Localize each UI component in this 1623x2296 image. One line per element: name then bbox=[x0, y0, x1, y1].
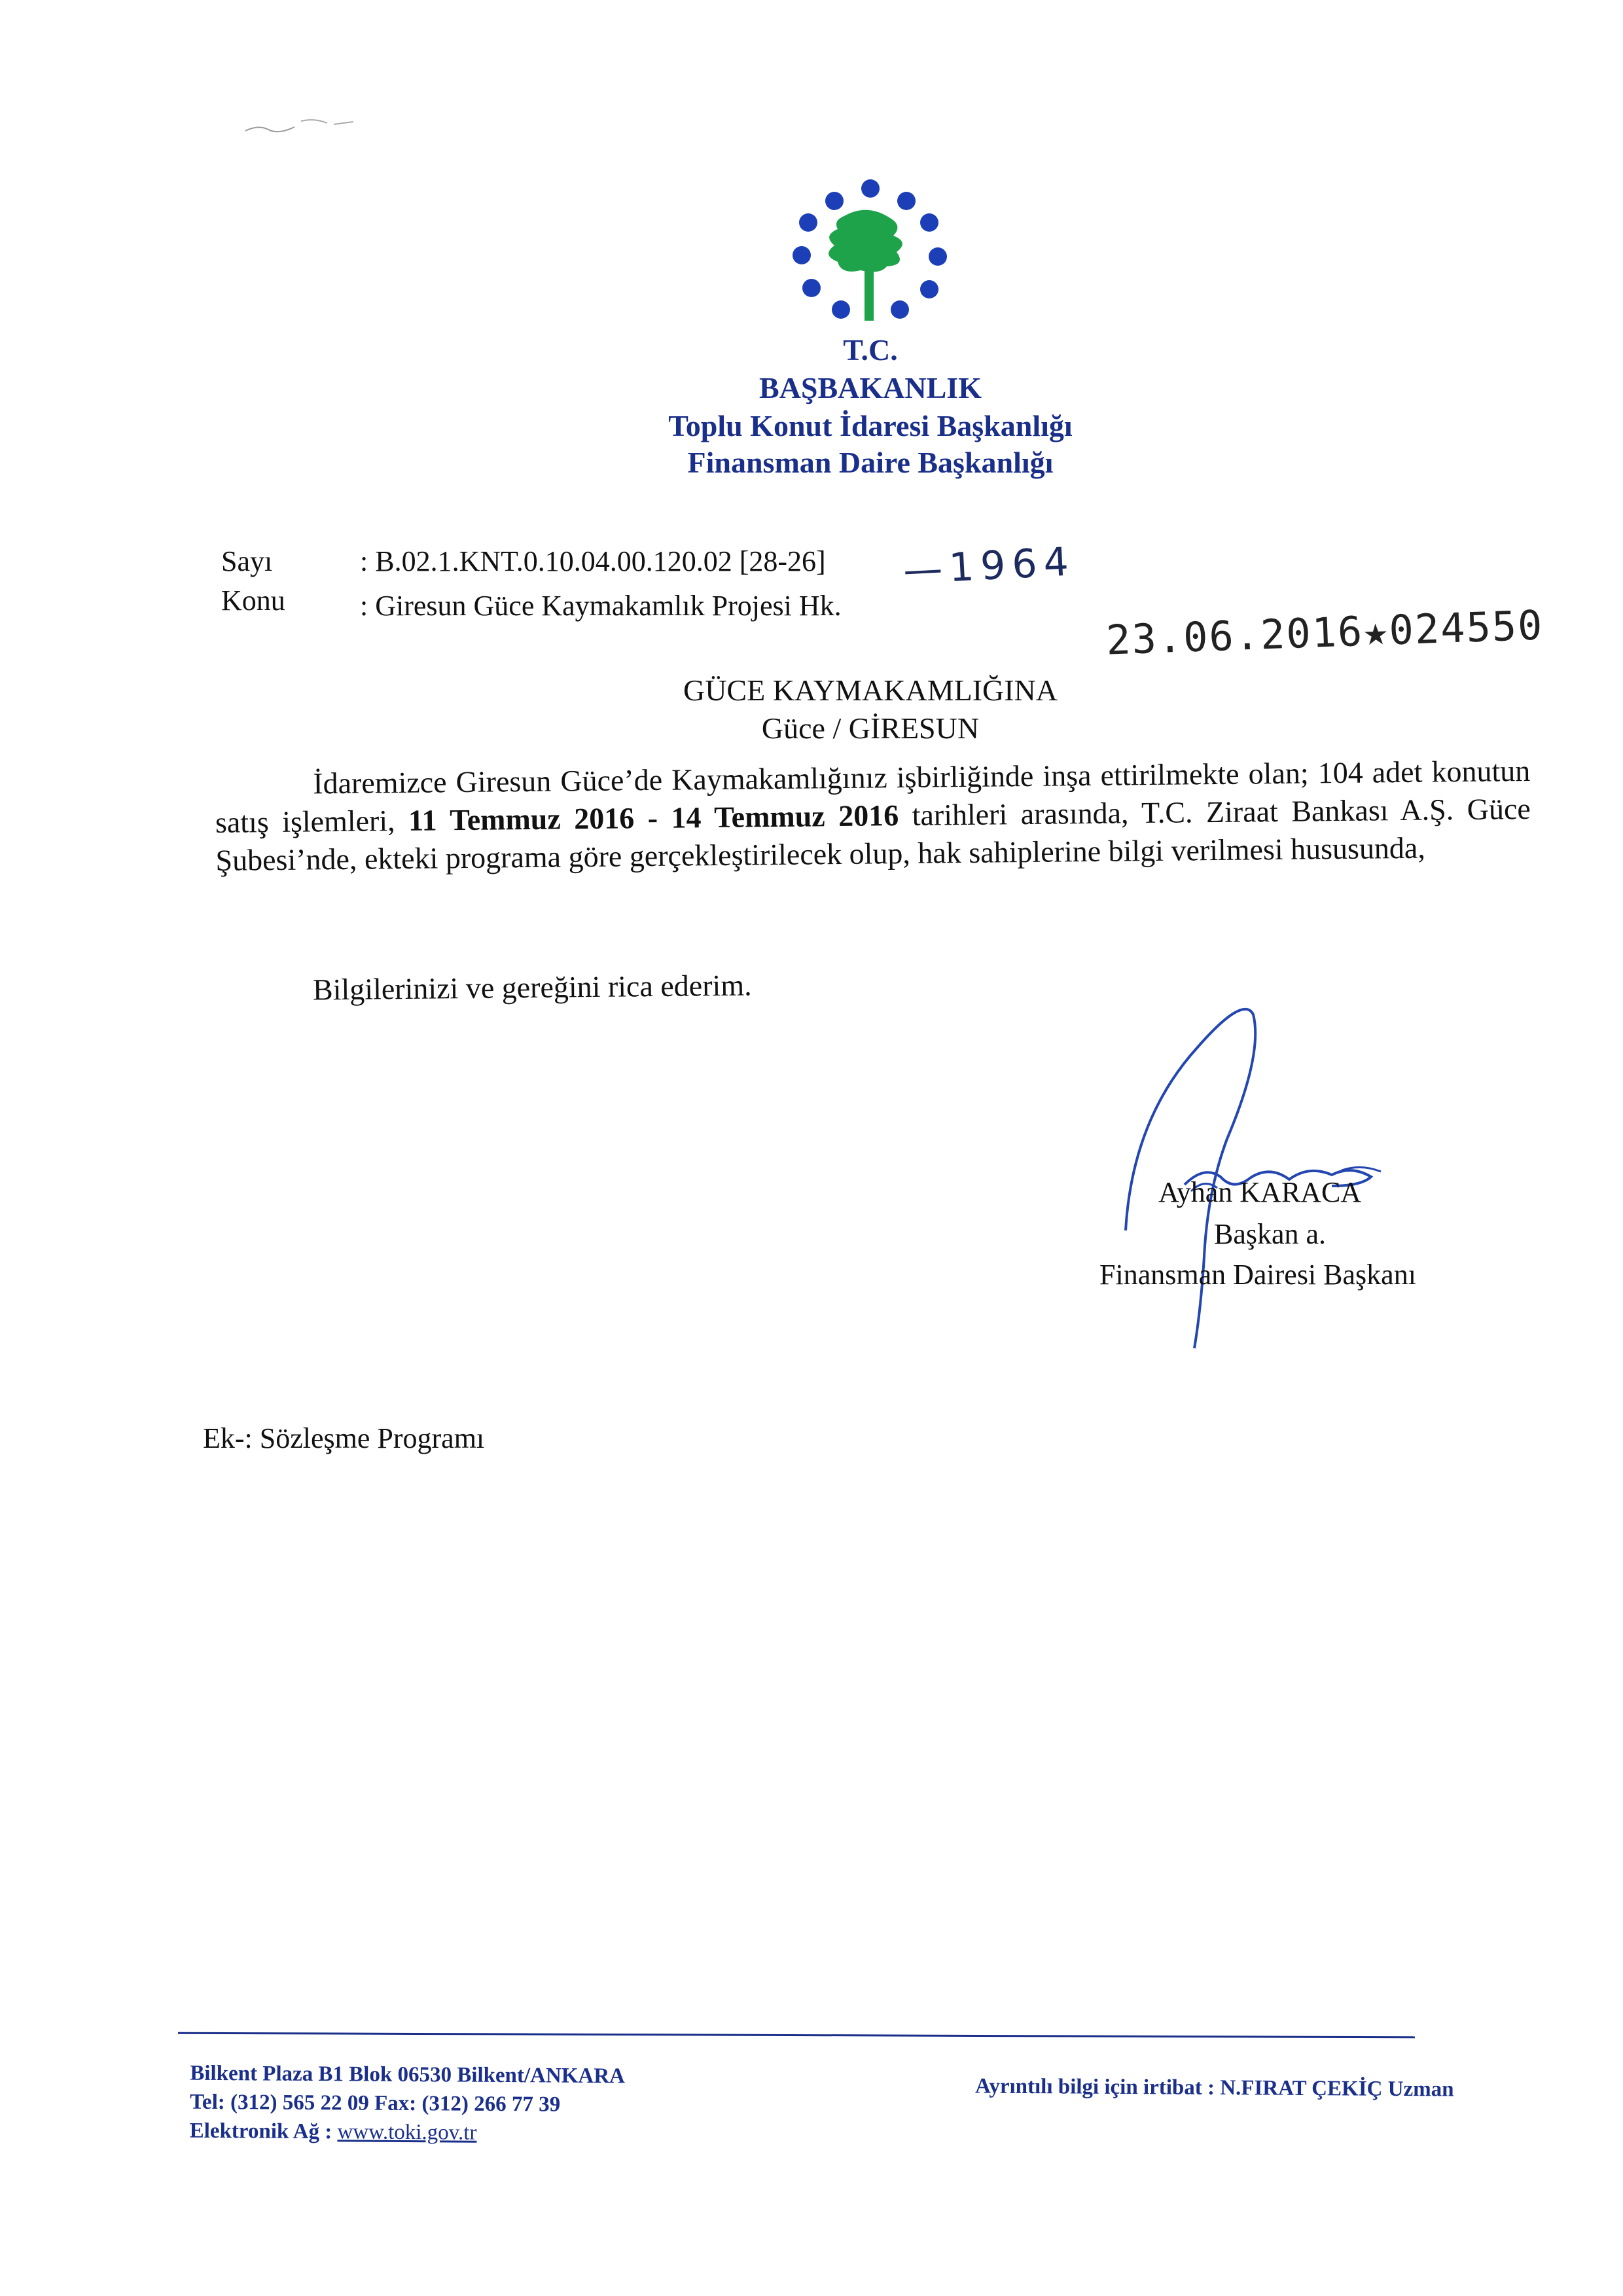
body-part-2: tarihleri arasında, T.C. Ziraat Bankası A.Ş. Güce Şubesi’nde, ekteki programa göre gerçekleştirilecek olup, hak sahiplerine bilgi verilmesi hususunda, bbox=[215, 791, 1531, 877]
header-ministry: BAŞBAKANLIK bbox=[759, 371, 982, 404]
header-administration: Toplu Konut İdaresi Başkanlığı bbox=[668, 409, 1073, 442]
footer-phone: Tel: (312) 565 22 09 Fax: (312) 266 77 39 bbox=[189, 2090, 561, 2117]
header-tc: T.C. bbox=[843, 333, 898, 367]
footer-contact-person: Ayrıntılı bilgi için irtibat : N.FIRAT ÇEKİÇ Uzman bbox=[974, 2074, 1454, 2102]
scan-smudge-mark bbox=[242, 105, 373, 144]
signatory-department: Finansman Dairesi Başkanı bbox=[1099, 1259, 1416, 1291]
signatory-name: Ayhan KARACA bbox=[1158, 1176, 1362, 1208]
konu-label: Konu bbox=[221, 584, 285, 617]
recipient-title: GÜCE KAYMAKAMLIĞINA bbox=[683, 673, 1058, 707]
footer-web-link[interactable]: www.toki.gov.tr bbox=[337, 2120, 477, 2145]
footer-web bbox=[190, 2117, 625, 2149]
footer-divider bbox=[178, 2032, 1415, 2039]
footer-address: Bilkent Plaza B1 Blok 06530 Bilkent/ANKARA bbox=[190, 2061, 626, 2089]
recipient-location: Güce / GİRESUN bbox=[761, 711, 980, 745]
closing-line: Bilgilerinizi ve gereğini rica ederim. bbox=[312, 968, 752, 1007]
sayi-label: Sayı bbox=[221, 545, 273, 577]
sayi-value: : B.02.1.KNT.0.10.04.00.120.02 [28-26] bbox=[360, 545, 826, 577]
konu-value: : Giresun Güce Kaymakamlık Projesi Hk. bbox=[360, 590, 842, 622]
body-part-1: İdaremizce Giresun Güce’de Kaymakamlığınız işbirliğinde inşa ettirilmekte olan; 104 adet konutun satış işlemleri, bbox=[215, 753, 1531, 839]
footer-contact-block bbox=[190, 2059, 626, 2149]
signatory-role: Başkan a. bbox=[1214, 1218, 1327, 1250]
attachment-line: Ek-: Sözleşme Programı bbox=[203, 1422, 485, 1454]
handwritten-document-number: —1964 bbox=[902, 539, 1077, 594]
body-paragraph bbox=[215, 752, 1531, 880]
toki-tree-logo-icon bbox=[782, 167, 959, 331]
body-dates: 11 Temmuz 2016 - 14 Temmuz 2016 bbox=[408, 798, 899, 837]
footer-web-label: Elektronik Ağ : bbox=[189, 2119, 338, 2144]
signature-scribble bbox=[1073, 969, 1466, 1361]
date-stamp: 23.06.2016★024550 bbox=[1105, 601, 1544, 664]
header-department: Finansman Daire Başkanlığı bbox=[687, 446, 1054, 479]
